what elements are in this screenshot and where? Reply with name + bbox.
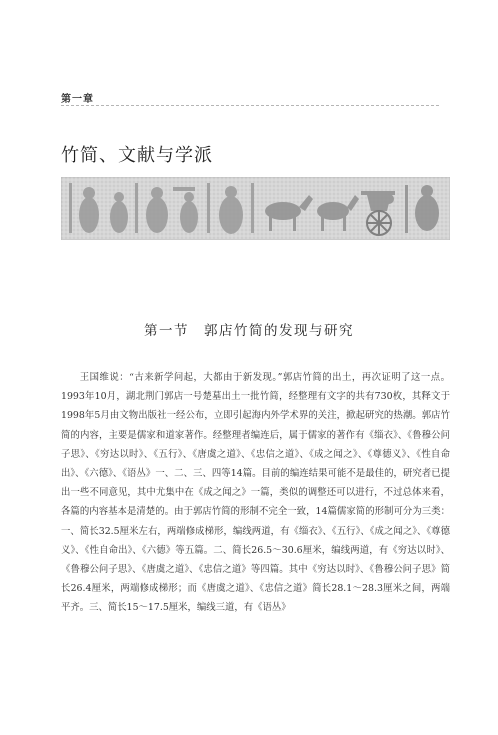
section-heading: 第一节 郭店竹简的发现与研究: [144, 323, 354, 339]
relief-banner-image: [61, 177, 450, 240]
chapter-divider: [61, 105, 439, 106]
body-text: [61, 368, 450, 718]
chapter-label: 第一章: [61, 94, 94, 105]
chapter-title: 竹简、文献与学派: [61, 145, 213, 166]
body-paragraph: 王国维说：“古来新学问起，大都由于新发现。”郭店竹简的出土，再次证明了这一点。1993年10月，湖北荆门郭店一号楚墓出土一批竹简，经整理有文字的共有730枚，其释文于1998年5月由文物出版社一经公布，立即引起海内外学术界的关注，掀起研究的热潮。郭店竹简的内容，主要是儒家和道家著作。经整理者编连后，属于儒家的著作有《缁衣》、《鲁穆公问子思》、《穷达以时》、《五行》、《唐虞之道》、《忠信之道》、《成之闻之》、《尊德义》、《性自命出》、《六德》、《语丛》一、二、三、四等14篇。目前的编连结果可能不是最佳的，研究者已提出一些不同意见，其中尤集中在《成之闻之》一篇，类似的调整还可以进行，不过总体来看，各篇的内容基本是清楚的。由于郭店竹简的形制不完全一致，14篇儒家简的形制可分为三类：一、简长32.5厘米左右，两端修成梯形，编线两道，有《缁衣》、《五行》、《成之闻之》、《尊德义》、《性自命出》、《六德》等五篇。二、简长26.5～30.6厘米，编线两道，有《穷达以时》、《鲁穆公问子思》、《唐虞之道》、《忠信之道》等四篇。其中《穷达以时》、《鲁穆公问子思》简长26.4厘米，两端修成梯形；而《唐虞之道》、《忠信之道》简长28.1～28.3厘米之间，两端平齐。三、简长15～17.5厘米，编线三道，有《语丛》: [61, 372, 450, 614]
